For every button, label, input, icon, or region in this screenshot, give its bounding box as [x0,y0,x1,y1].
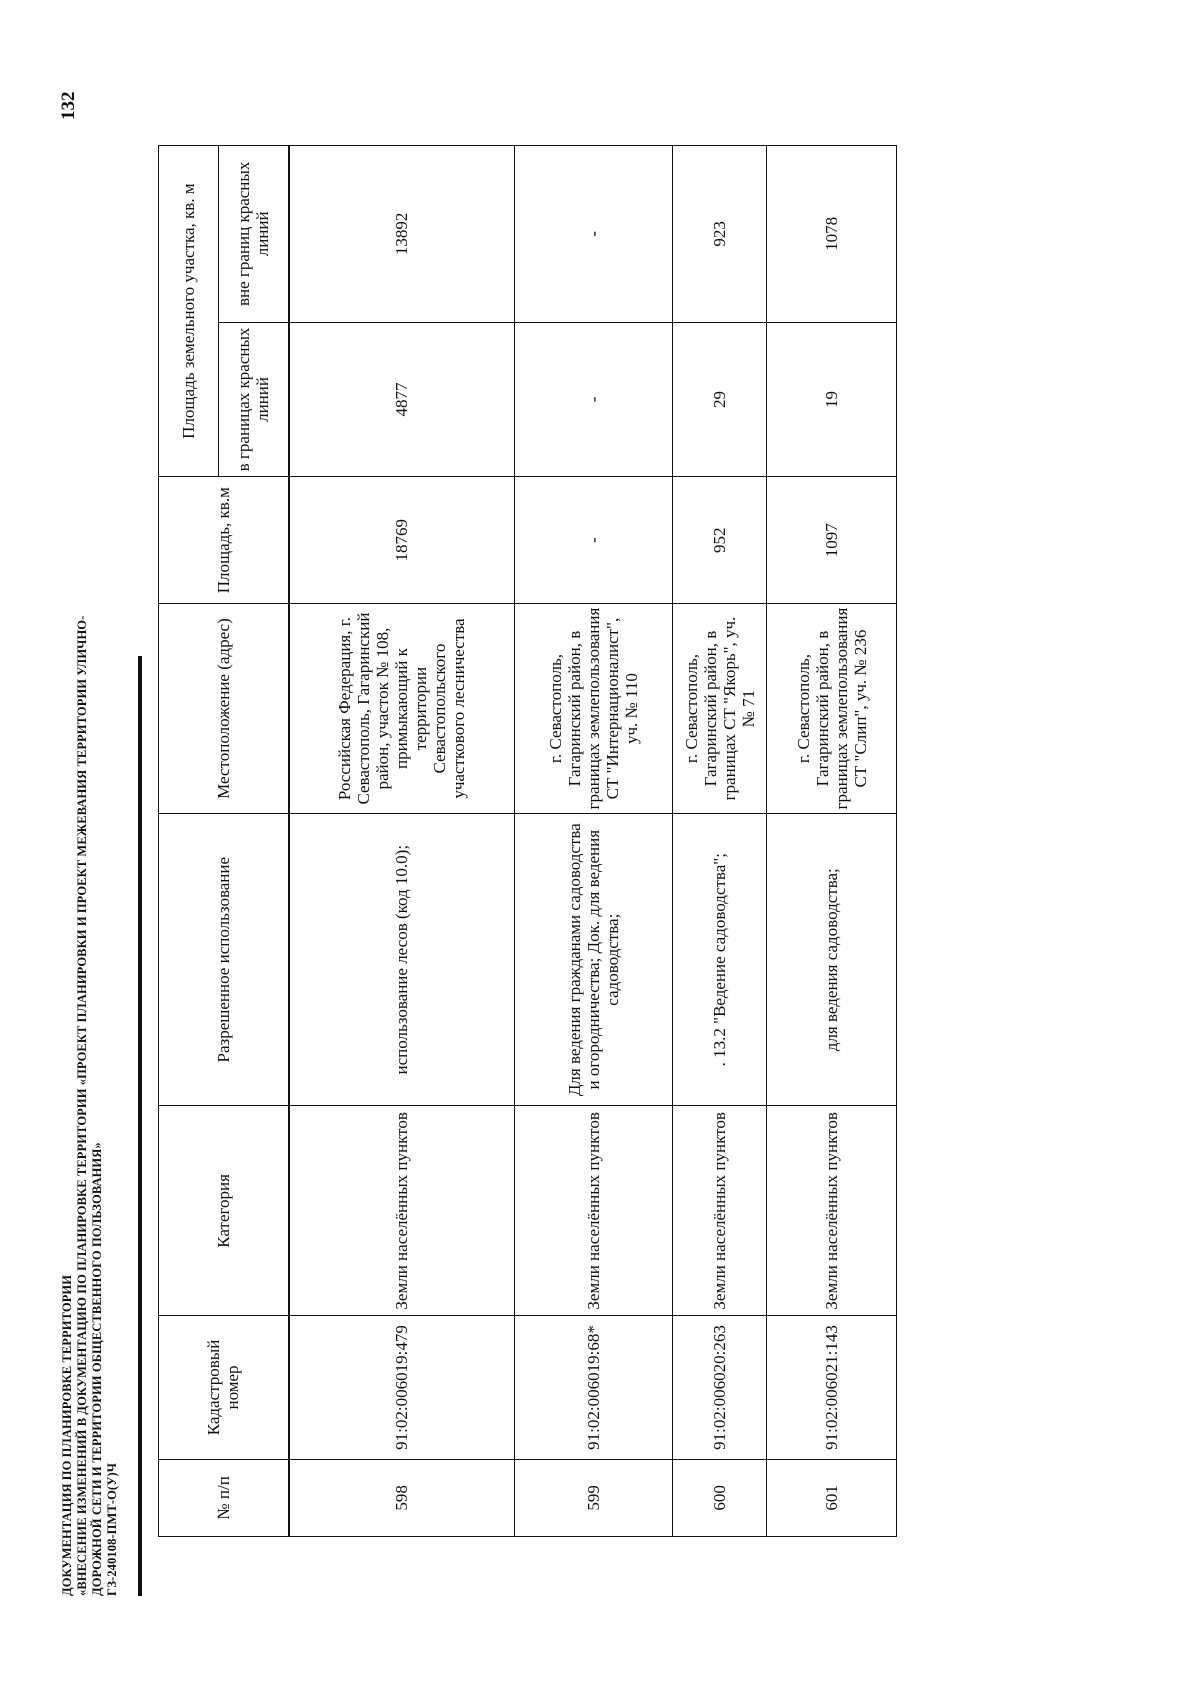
cell-area: - [515,477,673,604]
header-cadastral-number: Кадастровый номер [159,1316,289,1460]
cell-outside-red-lines: - [515,146,673,323]
cell-num: 600 [673,1459,767,1536]
cell-permitted-use: Для ведения гражданами садоводства и огородничества; Док. для ведения садоводства; [515,813,673,1106]
table-row [289,146,515,1537]
cell-location: Российская Федерация, г. Севастополь, Гагаринский район, участок № 108, примыкающий к территории Севастопольского участкового лесничества [289,604,515,814]
header-divider [138,656,142,1596]
table-row [767,146,897,1537]
cell-cadastral-number: 91:02:006019:479 [289,1316,515,1460]
land-plots-table [158,145,897,1537]
cell-outside-red-lines: 1078 [767,146,897,323]
header-category: Категория [159,1106,289,1316]
cell-cadastral-number: 91:02:006020:263 [673,1316,767,1460]
header-location: Местоположение (адрес) [159,604,289,814]
cell-num: 598 [289,1459,515,1536]
cell-num: 601 [767,1459,897,1536]
page-number: 132 [58,91,79,120]
cell-outside-red-lines: 13892 [289,146,515,323]
document-header [60,156,120,1596]
cell-category: Земли населённых пунктов [673,1106,767,1316]
cell-category: Земли населённых пунктов [515,1106,673,1316]
cell-within-red-lines: 29 [673,322,767,477]
header-outside-red-lines: вне границ красных линий [219,146,289,323]
cell-num: 599 [515,1459,673,1536]
header-permitted-use: Разрешенное использование [159,813,289,1106]
cell-cadastral-number: 91:02:006021:143 [767,1316,897,1460]
cell-within-red-lines: 4877 [289,322,515,477]
cell-category: Земли населённых пунктов [289,1106,515,1316]
cell-permitted-use: . 13.2 "Ведение садоводства"; [673,813,767,1106]
cell-location: г. Севастополь, Гагаринский район, в границах землепользования СТ "Слип", уч. № 236 [767,604,897,814]
table-row [515,146,673,1537]
header-num: № п/п [159,1459,289,1536]
cell-outside-red-lines: 923 [673,146,767,323]
cell-area: 952 [673,477,767,604]
header-line-2: «ВНЕСЕНИЕ ИЗМЕНЕНИЙ В ДОКУМЕНТАЦИЮ ПО ПЛАНИРОВКЕ ТЕРРИТОРИИ «ПРОЕКТ ПЛАНИРОВКИ И ПРОЕКТ МЕЖЕВАНИЯ ТЕРРИТОРИИ УЛИЧНО- [75,615,89,1596]
header-line-1: ДОКУМЕНТАЦИЯ ПО ПЛАНИРОВКЕ ТЕРРИТОРИИ [60,1274,74,1596]
cell-area: 1097 [767,477,897,604]
cell-within-red-lines: 19 [767,322,897,477]
header-area: Площадь, кв.м [159,477,289,604]
cell-category: Земли населённых пунктов [767,1106,897,1316]
cell-cadastral-number: 91:02:006019:68* [515,1316,673,1460]
cell-area: 18769 [289,477,515,604]
header-line-3: ДОРОЖНОЙ СЕТИ И ТЕРРИТОРИИ ОБЩЕСТВЕННОГО ПОЛЬЗОВАНИЯ» [90,1142,104,1596]
header-plot-area-group: Площадь земельного участка, кв. м [159,146,219,477]
cell-within-red-lines: - [515,322,673,477]
table-row [673,146,767,1537]
cell-permitted-use: использование лесов (код 10.0); [289,813,515,1106]
cell-location: г. Севастополь, Гагаринский район, в границах землепользования СТ "Интернационалист", уч. № 110 [515,604,673,814]
cell-permitted-use: для ведения садоводства; [767,813,897,1106]
header-within-red-lines: в границах красных линий [219,322,289,477]
header-line-4: ГЗ-240108-ПМТ-О(У)Ч [105,1462,119,1596]
cell-location: г. Севастополь, Гагаринский район, в границах СТ "Якорь", уч. № 71 [673,604,767,814]
